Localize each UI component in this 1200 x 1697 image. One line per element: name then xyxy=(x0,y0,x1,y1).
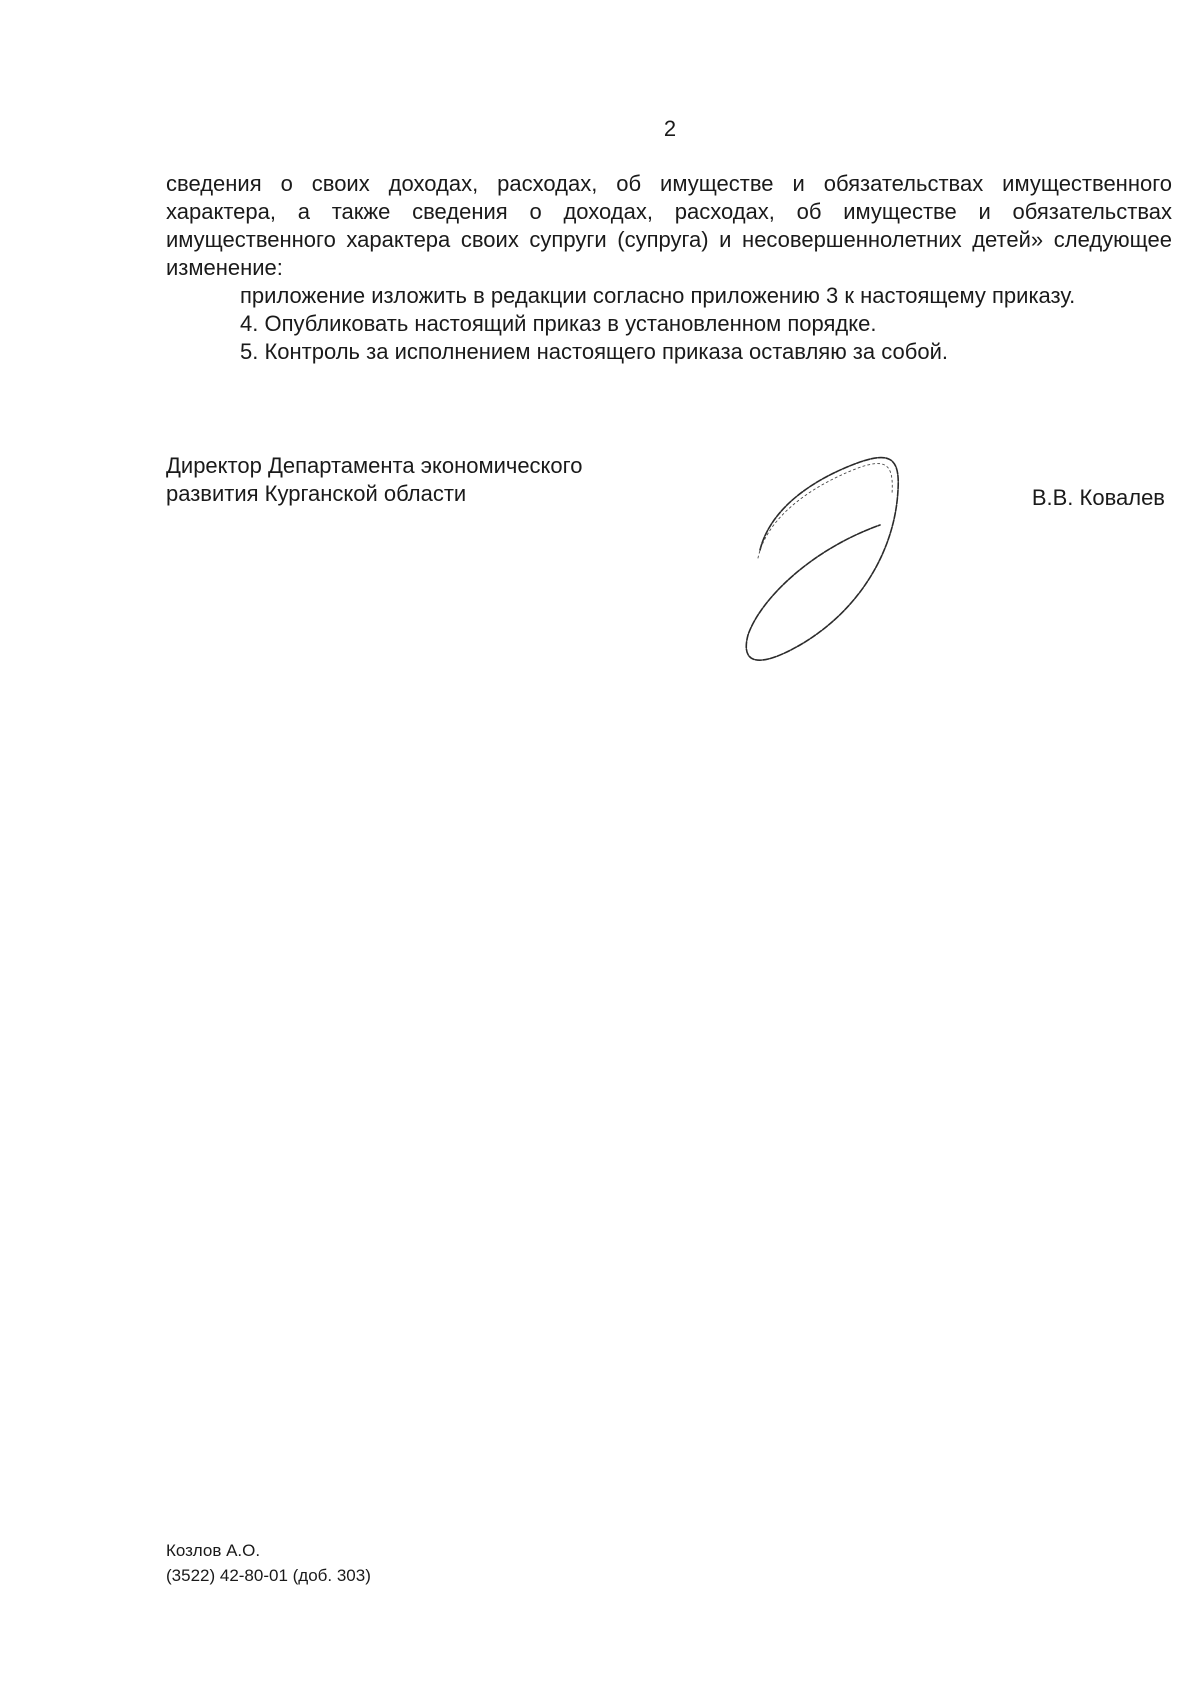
signatory-position-line-2: развития Курганской области xyxy=(166,481,467,506)
paragraph-item-4: 4. Опубликовать настоящий приказ в установленном порядке. xyxy=(240,311,877,336)
paragraph-continuation: сведения о своих доходах, расходах, об имуществе и обязательствах имущественного характера, а также сведения о доходах, расходах, об имуществе и обязательствах имущественного характера своих супруги (супруга) и несовершеннолетних детей» следующее изменение: xyxy=(166,171,1172,280)
executor-name: Козлов А.О. xyxy=(166,1541,261,1560)
signatory-name: В.В. Ковалев xyxy=(1031,485,1165,510)
executor-info xyxy=(166,1538,371,1588)
executor-phone: (3522) 42-80-01 (доб. 303) xyxy=(166,1566,371,1585)
paragraph-annex-change: приложение изложить в редакции согласно приложению 3 к настоящему приказу. xyxy=(240,283,1076,308)
page-number: 2 xyxy=(663,116,677,141)
signatory-position xyxy=(166,452,582,508)
handwritten-signature-icon xyxy=(730,440,930,680)
signatory-position-line-1: Директор Департамента экономического xyxy=(166,453,583,478)
paragraph-item-5: 5. Контроль за исполнением настоящего приказа оставляю за собой. xyxy=(240,339,948,364)
document-body xyxy=(166,170,1172,366)
